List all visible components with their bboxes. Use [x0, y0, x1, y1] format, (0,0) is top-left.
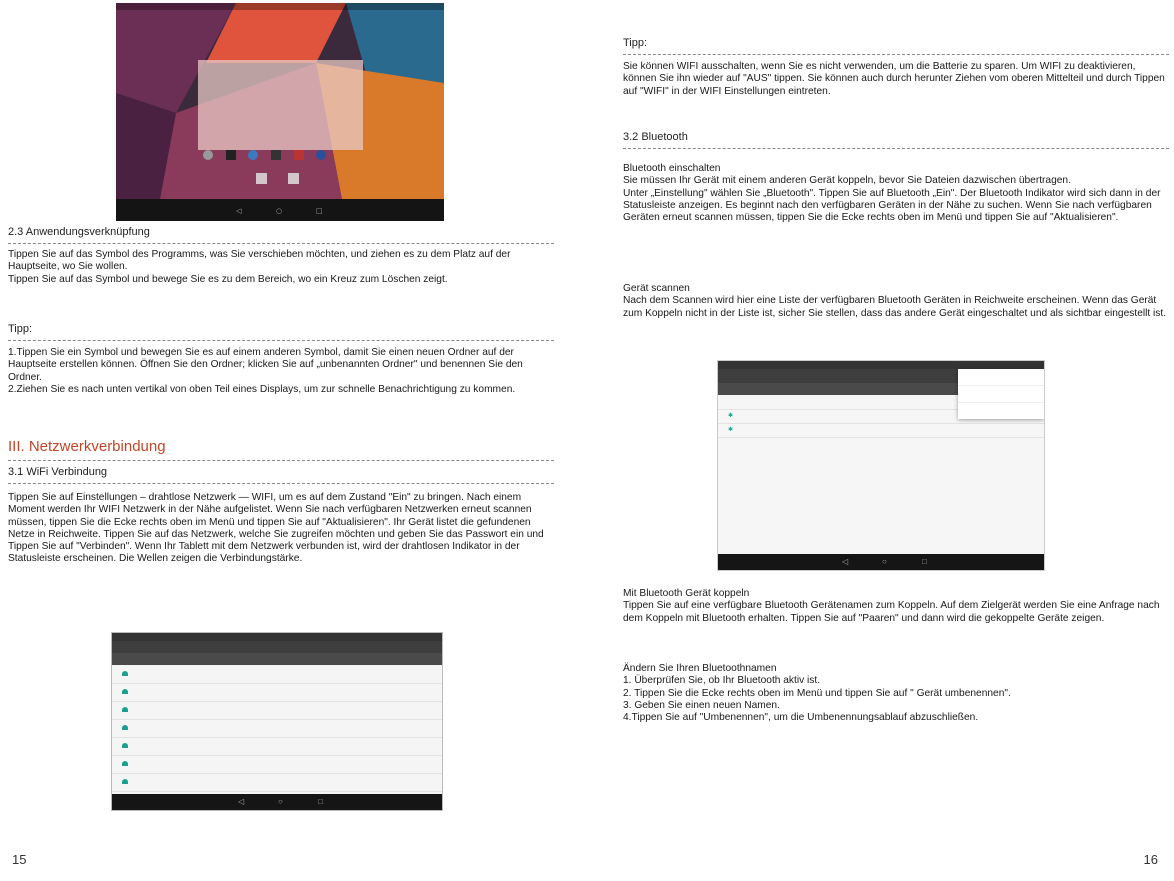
- section-2-3-title: 2.3 Anwendungsverknüpfung: [8, 226, 554, 244]
- tip-right-para: Sie können WIFI ausschalten, wenn Sie es nicht verwenden, um die Batterie zu sparen. Um WIFI zu deaktivieren, können Sie ihn wieder auf "AUS" tippen. Sie können auch durch herunter Ziehen vom oberen Mittelteil und durch Tippen auf "WIFI" in der WIFI Einstellungen eintreten.: [623, 61, 1165, 97]
- status-bar: [112, 633, 442, 641]
- home-icon: ○: [278, 797, 283, 806]
- overflow-menu: [958, 369, 1044, 419]
- rename-step-3: 3. Geben Sie einen neuen Namen.: [623, 699, 780, 711]
- menu-item: [958, 386, 1044, 403]
- scan-para: Nach dem Scannen wird hier eine Liste der verfügbaren Bluetooth Geräten in Reichweite erscheinen. Wenn das Gerät zum Koppeln nicht in der Liste ist, sicher Sie stellen, dass das andere Gerät eingeschaltet und als sichtbar eingestellt ist.: [623, 295, 1167, 319]
- list-item: [112, 701, 442, 720]
- section-3-1-title: 3.1 WiFi Verbindung: [8, 466, 554, 484]
- page-number-right: 16: [1143, 852, 1158, 867]
- section-3-2-title: 3.2 Bluetooth: [623, 131, 1169, 149]
- list-item: [112, 773, 442, 792]
- right-page: [587, 0, 1174, 881]
- svg-text:○: ○: [276, 207, 283, 215]
- section-2-3-para-1: Tippen Sie auf das Symbol des Programms, was Sie verschieben möchten, und ziehen es zu dem Platz auf der Hauptseite, wo Sie wollen.: [8, 249, 511, 273]
- status-bar: [718, 361, 1044, 369]
- wifi-settings-screenshot: [111, 632, 443, 811]
- section-2-3-para-2: Tippen Sie auf das Symbol und bewege Sie es zu dem Bereich, wo ein Kreuz zum Löschen zeigt.: [8, 273, 448, 285]
- menu-item: [958, 403, 1044, 419]
- menu-item: [958, 369, 1044, 386]
- svg-text:□: □: [316, 207, 323, 215]
- app-bar: [112, 641, 442, 653]
- rename-step-2: 2. Tippen Sie die Ecke rechts oben im Menü und tippen Sie auf " Gerät umbenennen".: [623, 687, 1011, 699]
- bluetooth-settings-screenshot: [717, 360, 1045, 571]
- tip-left-para-1: 1.Tippen Sie ein Symbol und bewegen Sie es auf einem anderen Symbol, damit Sie einen neuen Ordner auf der Hauptseite erstellen können. Öffnen Sie den Ordner; klicken Sie auf „unbenannten Ordner" und benennen Sie den Ordner.: [8, 347, 523, 383]
- recents-icon: □: [318, 797, 323, 806]
- list-item: [112, 665, 442, 684]
- back-icon: ◁: [238, 797, 245, 806]
- list-item: [112, 737, 442, 756]
- rename-step-1: 1. Überprüfen Sie, ob Ihr Bluetooth aktiv ist.: [623, 675, 821, 687]
- bluetooth-device-icon: ✱: [728, 413, 734, 419]
- bluetooth-enable-para: Sie müssen Ihr Gerät mit einem anderen Gerät koppeln, bevor Sie Dateien dazwischen übertragen.: [623, 175, 1071, 187]
- rename-step-4: 4.Tippen Sie auf "Umbenennen", um die Umbenennungsablauf abzuschließen.: [623, 712, 979, 724]
- page-number-left: 15: [12, 852, 27, 867]
- list-item: [112, 755, 442, 774]
- list-item: [718, 423, 1044, 438]
- home-screen-screenshot: [116, 3, 444, 221]
- list-item: [112, 683, 442, 702]
- chapter-3-title: III. Netzwerkverbindung: [8, 438, 554, 461]
- list-item: [112, 719, 442, 738]
- section-3-1-para: Tippen Sie auf Einstellungen – drahtlose Netzwerk — WIFI, um es auf dem Zustand "Ein" zu bringen. Nach einem Moment werden Ihr WIFI Netzwerk in der Nähe aufgelistet. Wenn Sie nach verfügbaren Netzwerken erneut scannen müssen, tippen Sie die Ecke rechts oben im Menü und tippen Sie auf "Aktualisieren". Ihr Gerät listet die gefundenen Netze in Reichweite. Tippen Sie auf das Netzwerk, welche Sie zugreifen möchten und geben Sie das Passwort ein und Tippen Sie auf "Verbinden". Wenn Ihr Tablett mit dem Netzwerk verbunden ist, wird der drahtlosen Indikator in der Statusleiste erscheinen. Die Wellen zeigen die Verbindungstärke.: [8, 492, 544, 565]
- pair-para: Tippen Sie auf eine verfügbare Bluetooth Gerätenamen zum Koppeln. Auf dem Zielgerät werden Sie eine Anfrage nach dem Koppeln mit Bluetooth erhalten. Tippen Sie auf "Paaren" und dann wird die gekoppelte Geräte zeigen.: [623, 600, 1160, 624]
- rename-title: Ändern Sie Ihren Bluetoothnamen: [623, 663, 777, 674]
- svg-text:◁: ◁: [236, 207, 242, 215]
- tip-title-left: Tipp:: [8, 323, 554, 341]
- scan-title: Gerät scannen: [623, 283, 690, 294]
- navigation-bar: [112, 794, 442, 810]
- bluetooth-enable-para-2: Unter „Einstellung" wählen Sie „Bluetooth". Tippen Sie auf Bluetooth „Ein". Der Bluetooth Indikator wird sich dann in der Statusleiste anzeigen. Es beginnt nach den verfügbaren Geräten in der Nähe zu suchen. Wenn Sie nach verfügbaren Geräten erneut scannen müssen, tippen Sie die Ecke rechts oben im Menü und tippen Sie auf "Aktualisieren".: [623, 187, 1161, 224]
- navigation-bar: [718, 554, 1044, 570]
- bluetooth-device-icon: ✱: [728, 427, 734, 433]
- home-icon: ○: [882, 557, 887, 566]
- recents-icon: □: [922, 557, 927, 566]
- pair-title: Mit Bluetooth Gerät koppeln: [623, 588, 750, 599]
- wifi-toggle-row: [112, 653, 442, 665]
- home-wallpaper-illustration: [116, 3, 444, 221]
- back-icon: ◁: [842, 557, 849, 566]
- tip-title-right: Tipp:: [623, 37, 1169, 55]
- bluetooth-enable-title: Bluetooth einschalten: [623, 163, 721, 174]
- tip-left-para-2: 2.Ziehen Sie es nach unten vertikal von oben Teil eines Displays, um zur schnelle Benachrichtigung zu kommen.: [8, 383, 516, 395]
